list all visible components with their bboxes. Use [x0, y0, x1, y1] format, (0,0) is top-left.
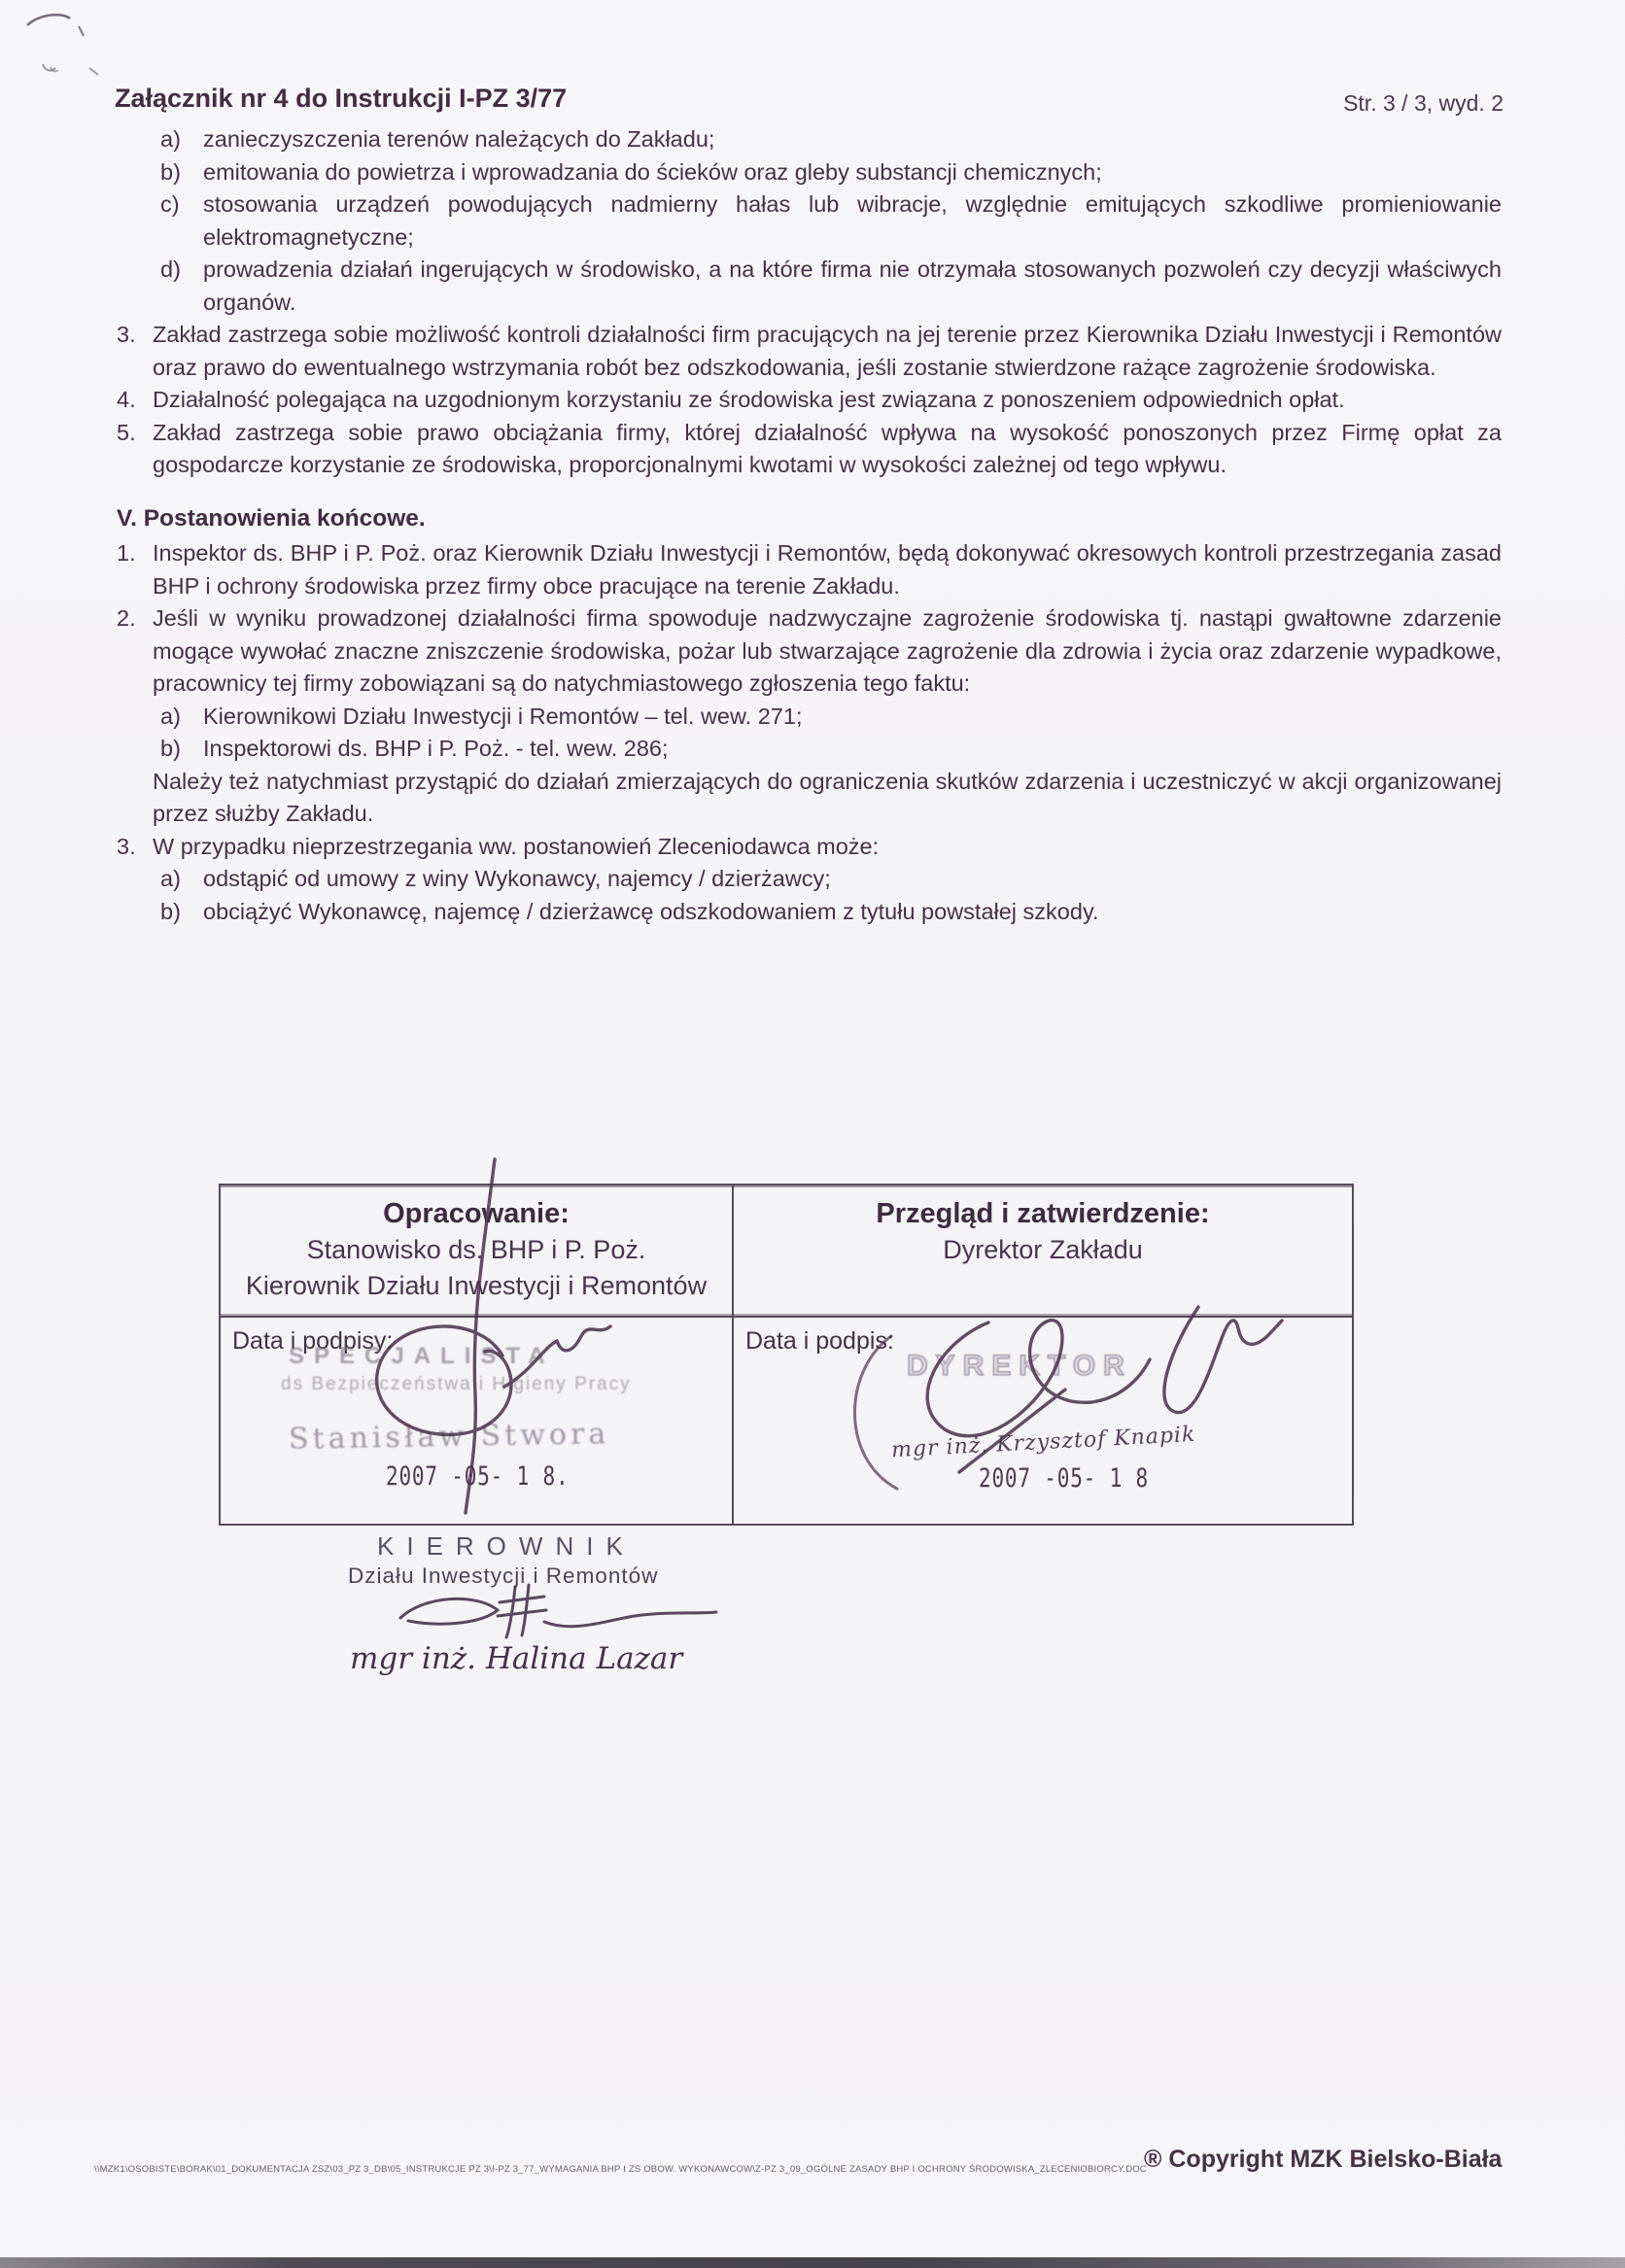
ghost-stamp-name-stwora: Stanisław Stwora	[288, 1417, 610, 1457]
list-item-marker: b)	[160, 158, 181, 185]
list-item-text: Zakład zastrzega sobie możliwość kontroli działalności firm pracujących na jej terenie przez Kierownika Działu Inwestycji i Remontów oraz prawo do ewentualnego wstrzymania robót bez odszkodowania, jeśli zostanie stwierdzone rażące zagrożenie środowiska.	[153, 322, 1502, 380]
stamp-kierownik-subtitle: Działu Inwestycji i Remontów	[348, 1564, 659, 1588]
list-item	[117, 384, 1502, 417]
list-item	[117, 254, 1502, 319]
list-item-text: obciążyć Wykonawcę, najemcę / dzierżawcę odszkodowaniem z tytułu powstałej szkody.	[203, 898, 1099, 924]
list-item-marker: 5.	[117, 419, 136, 445]
list-item-marker: 1.	[117, 540, 136, 566]
page-number-info: Str. 3 / 3, wyd. 2	[1343, 90, 1504, 116]
list-item-marker: 3.	[117, 322, 136, 347]
table-header-left: Opracowanie:	[383, 1198, 570, 1229]
attachment-title: Załącznik nr 4 do Instrukcji I-PZ 3/77	[115, 84, 568, 113]
list-item	[117, 733, 1502, 766]
table-header-right: Przegląd i zatwierdzenie:	[876, 1198, 1210, 1229]
list-item	[117, 831, 1502, 864]
paragraph-note: Należy też natychmiast przystąpić do działań zmierzających do ograniczenia skutków zdarzenia i uczestniczyć w akcji organizowanej przez służby Zakładu.	[153, 768, 1502, 826]
list-item-text: stosowania urządzeń powodujących nadmierny hałas lub wibracje, względnie emitujących szkodliwe promieniowanie elektromagnetyczne;	[203, 191, 1502, 250]
list-item-text: Kierownikowi Działu Inwestycji i Remontów – tel. wew. 271;	[203, 703, 803, 729]
approval-table	[219, 1184, 1354, 1526]
list-item-text: Inspektorowi ds. BHP i P. Poż. - tel. wew. 286;	[203, 736, 669, 761]
list-item	[117, 417, 1502, 482]
list-item	[117, 319, 1502, 384]
list-item	[117, 863, 1502, 896]
signature-label-left: Data i podpisy:	[232, 1327, 394, 1355]
list-item	[117, 123, 1502, 156]
list-item-marker: a)	[160, 703, 181, 729]
list-item	[117, 602, 1502, 701]
manager-stamp-block	[321, 1531, 778, 1676]
list-item-marker: 4.	[117, 387, 136, 412]
file-path: \\MZK1\OSOBISTE\BORAK\01_DOKUMENTACJA ZSZ\03_PZ 3_DB\05_INSTRUKCJE PZ 3\I-PZ 3_77_WYMAGANIA BHP I ZS OBOW. WYKONAWCOW\Z-PZ 3_09_OGÓLNE ZASADY BHP I OCHRONY ŚRODOWISKA_ZLECENIOBIORCY.DOC	[94, 2164, 1147, 2175]
list-item-text: Działalność polegająca na uzgodnionym korzystaniu ze środowiska jest związana z ponoszeniem odpowiednich opłat.	[153, 387, 1345, 412]
scan-artifact-marks	[8, 6, 212, 93]
list-item-text: odstąpić od umowy z winy Wykonawcy, najemcy / dzierżawcy;	[203, 866, 831, 891]
table-left-role-1: Stanowisko ds. BHP i P. Poż.	[306, 1235, 646, 1264]
stamp-kierownik-title: KIEROWNIK	[377, 1531, 636, 1561]
list-item-text: emitowania do powietrza i wprowadzania do ścieków oraz gleby substancji chemicznych;	[203, 158, 1102, 185]
list-item-text: W przypadku nieprzestrzegania ww. postanowień Zleceniodawca może:	[153, 833, 880, 859]
list-item-text: prowadzenia działań ingerujących w środowisko, a na które firma nie otrzymała stosowanych pozwoleń czy decyzji właściwych organów.	[203, 257, 1502, 315]
list-item-text: Inspektor ds. BHP i P. Poż. oraz Kierownik Działu Inwestycji i Remontów, będą dokonywać okresowych kontroli przestrzegania zasad BHP i ochrony środowiska przez firmy obce pracujące na terenie Zakładu.	[153, 540, 1502, 599]
list-item-marker: a)	[160, 126, 181, 152]
ghost-stamp-specjalista: SPECJALISTA	[289, 1343, 555, 1369]
list-item-marker: b)	[160, 736, 181, 761]
scan-bottom-edge	[0, 2257, 1625, 2268]
table-right-role: Dyrektor Zakładu	[943, 1235, 1143, 1264]
table-cell-opracowanie	[221, 1186, 734, 1316]
list-item-text: Zakład zastrzega sobie prawo obciążania firmy, której działalność wpływa na wysokość ponoszonych przez Firmę opłat za gospodarcze korzystanie ze środowiska, proporcjonalnymi kwotami w wysokości zależnej od tego wpływu.	[153, 419, 1502, 477]
list-item	[117, 537, 1502, 602]
stamp-name-knapik: mgr inż. Krzysztof Knapik	[890, 1422, 1196, 1463]
signature-cell-right	[734, 1318, 1352, 1524]
list-item-marker: 2.	[117, 605, 136, 631]
document-body	[117, 123, 1502, 928]
list-item-marker: b)	[160, 898, 181, 924]
copyright-notice: ® Copyright MZK Bielsko-Biała	[1144, 2146, 1503, 2173]
list-item-text: Jeśli w wyniku prowadzonej działalności firma spowoduje nadzwyczajne zagrożenie środowiska tj. nastąpi gwałtowne zdarzenie mogące wywołać znaczne zniszczenie środowiska, pożar lub stwarzające zagrożenie dla zdrowia i życia oraz zdarzenie wypadkowe, pracownicy tej firmy zobowiązani są do natychmiastowego zgłoszenia tego faktu:	[153, 605, 1502, 696]
manager-signature	[379, 1581, 768, 1641]
signature-cell-left	[221, 1318, 734, 1524]
list-item-marker: c)	[160, 191, 180, 217]
signature-label-right: Data i podpis:	[745, 1327, 894, 1355]
list-item-marker: 3.	[117, 833, 136, 859]
list-item	[117, 156, 1502, 189]
list-item-marker: d)	[160, 257, 181, 282]
stamp-dyrektor: DYREKTOR	[907, 1350, 1132, 1382]
list-item	[117, 189, 1502, 254]
ghost-stamp-specjalista-sub: ds Bezpieczeństwa i Higieny Pracy	[281, 1374, 632, 1394]
list-item	[117, 701, 1502, 734]
list-item-marker: a)	[160, 866, 181, 891]
table-cell-zatwierdzenie	[734, 1186, 1352, 1316]
section-heading: V. Postanowienia końcowe.	[117, 504, 426, 532]
table-left-role-2: Kierownik Działu Inwestycji i Remontów	[245, 1271, 708, 1300]
manager-name: mgr inż. Halina Lazar	[350, 1641, 683, 1676]
date-stamp-right: 2007 -05- 1 8	[979, 1463, 1149, 1494]
date-stamp-left: 2007 -05- 1 8.	[386, 1461, 570, 1492]
list-item-text: zanieczyszczenia terenów należących do Zakładu;	[203, 126, 715, 152]
list-item	[117, 896, 1502, 929]
